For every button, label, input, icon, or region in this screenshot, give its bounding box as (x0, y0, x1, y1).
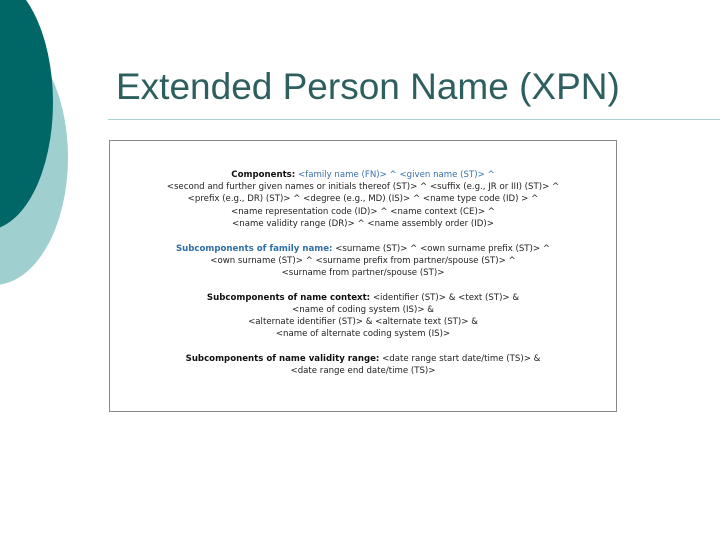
components-line-4: <name representation code (ID)> ^ <name context (CE)> ^ (231, 206, 495, 217)
validity-range-text-1: <date range start date/time (TS)> & (382, 353, 541, 364)
name-context-line-4: <name of alternate coding system (IS)> (275, 329, 451, 340)
family-name-line-1 (110, 243, 616, 255)
validity-range-line-1 (110, 353, 616, 365)
name-context-label: Subcomponents of name context: (206, 292, 371, 303)
family-name-label: Subcomponents of family name: (175, 243, 333, 254)
family-name-line-2: <own surname (ST)> ^ <surname prefix from partner/spouse (ST)> ^ (210, 255, 516, 266)
validity-range-line-2: <date range end date/time (TS)> (290, 366, 436, 377)
name-context-line-2: <name of coding system (IS)> & (292, 304, 434, 315)
family-name-paragraph (110, 243, 616, 280)
components-line-3: <prefix (e.g., DR) (ST)> ^ <degree (e.g., MD) (IS)> ^ <name type code (ID) > ^ (187, 194, 539, 205)
family-name-text-1: <surname (ST)> ^ <own surname prefix (ST)> ^ (335, 243, 551, 254)
validity-range-label: Subcomponents of name validity range: (185, 353, 380, 364)
content-text (110, 169, 616, 390)
validity-range-paragraph (110, 353, 616, 377)
components-paragraph (110, 169, 616, 230)
name-context-paragraph (110, 292, 616, 341)
components-line-5: <name validity range (DR)> ^ <name assembly order (ID)> (232, 218, 494, 229)
name-context-line-3: <alternate identifier (ST)> & <alternate text (ST)> & (248, 317, 478, 328)
family-name-line-3: <surname from partner/spouse (ST)> (281, 267, 445, 278)
content-box (109, 140, 617, 412)
components-line-1 (110, 169, 616, 181)
slide-title: Extended Person Name (XPN) (116, 66, 620, 107)
name-context-line-1 (110, 292, 616, 304)
components-family-name: <family name (FN)> ^ <given name (ST)> ^ (297, 170, 495, 180)
title-underline (108, 119, 720, 120)
components-label: Components: (231, 170, 296, 180)
name-context-text-1: <identifier (ST)> & <text (ST)> & (372, 292, 520, 303)
components-line-2: <second and further given names or initials thereof (ST)> ^ <suffix (e.g., JR or III) (ST)> ^ (166, 182, 560, 193)
